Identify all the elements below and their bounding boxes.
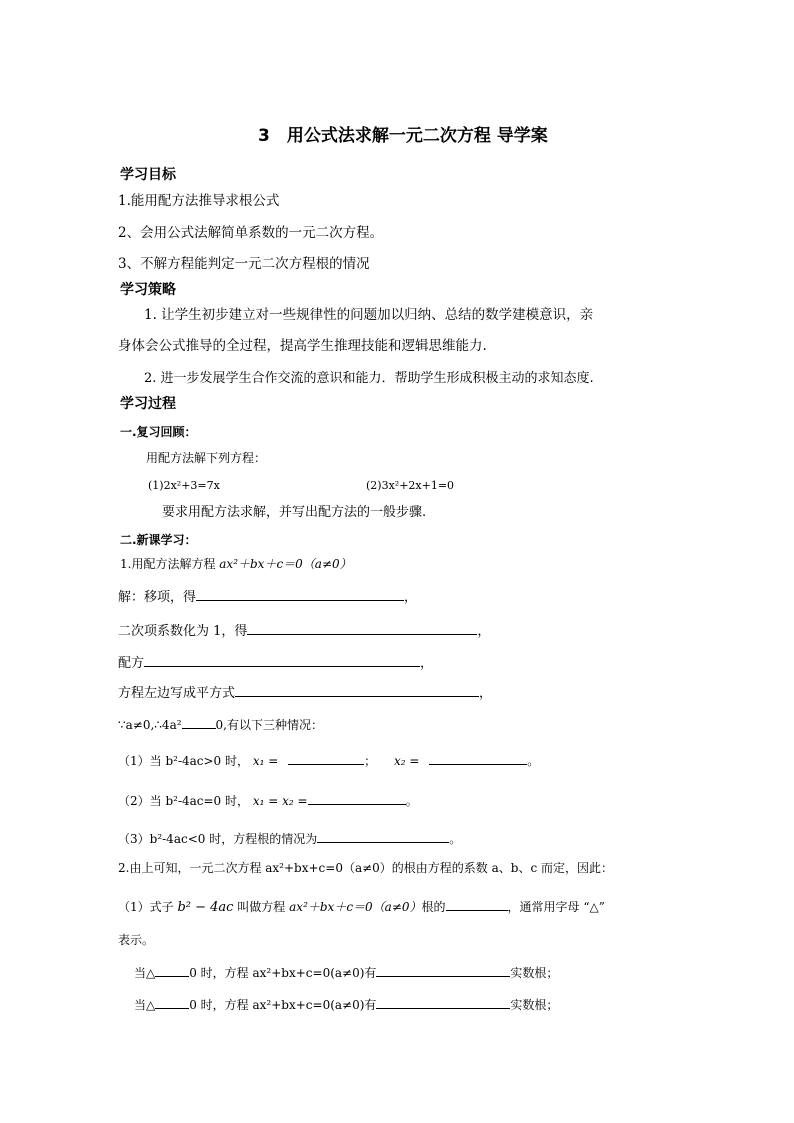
delta-row-2-prefix: 当△	[134, 998, 156, 1012]
goal-item: 1.能用配方法推导求根公式	[118, 193, 280, 209]
q2-1-expression: b² − 4ac	[177, 900, 234, 915]
case-3-blank[interactable]	[317, 830, 449, 843]
strategy-item: 1. 让学生初步建立对一些规律性的问题加以归纳、总结的数学建模意识，亲	[144, 307, 594, 323]
question-1-equation: ax²＋bx＋c＝0（a≠0）	[219, 557, 352, 571]
step-3-row	[118, 654, 433, 670]
case-1-x2-blank[interactable]	[429, 752, 527, 765]
q2-1-text: 叫做方程	[237, 900, 286, 914]
case-3-text: （3）b²-4ac<0 时，方程根的情况为	[118, 832, 318, 846]
review-equation-1: (1)2x²+3=7x	[148, 479, 220, 492]
delta-row-2-answer-blank[interactable]	[376, 996, 510, 1009]
delta-row-2	[134, 996, 558, 1011]
goal-item: 3、不解方程能判定一元二次方程根的情况	[118, 256, 370, 272]
case-2-x1-x2: x₁ = x₂ =	[252, 794, 308, 808]
case-1-x2: x₂ =	[393, 754, 420, 768]
review-equation-2: (2)3x²+2x+1=0	[366, 479, 455, 492]
case-2-row	[118, 792, 418, 807]
q2-1-text-delta: ，通常用字母 “△”	[507, 900, 605, 914]
step-2-blank[interactable]	[247, 622, 477, 635]
delta-row-1-sign-blank[interactable]	[155, 964, 189, 977]
q2-1-equation: ax²＋bx＋c＝0（a≠0）	[289, 900, 422, 914]
case-1-x1-blank[interactable]	[288, 752, 364, 765]
case-2-period: 。	[405, 794, 418, 808]
q2-1-row	[118, 898, 605, 914]
delta-row-2-text: 0 时，方程 ax²+bx+c=0(a≠0)有	[189, 998, 377, 1012]
case-1-semicolon: ；	[364, 754, 377, 768]
q2-1-prefix: （1）式子	[118, 900, 174, 914]
delta-row-1-prefix: 当△	[134, 966, 156, 980]
step-3-label: 配方	[118, 656, 145, 671]
delta-row-1-answer-blank[interactable]	[376, 964, 510, 977]
since-text-b: 0,有以下三种情况：	[215, 718, 323, 732]
review-heading: 一.复习回顾：	[120, 425, 197, 439]
delta-row-1	[134, 964, 558, 979]
step-4-row	[118, 684, 492, 700]
strategy-item: 2. 进一步发展学生合作交流的意识和能力．帮助学生形成积极主动的求知态度.	[144, 371, 594, 386]
case-1-period: 。	[527, 754, 540, 768]
step-2-label: 二次项系数化为 1，得	[118, 624, 248, 639]
case-1-x1: x₁ =	[252, 754, 279, 768]
goals-heading: 学习目标	[120, 167, 176, 183]
step-2-row	[118, 622, 490, 638]
step-1-row	[118, 588, 417, 604]
step-4-label: 方程左边写成平方式	[118, 686, 236, 701]
step-1-comma: ，	[404, 590, 418, 605]
step-1-blank[interactable]	[196, 588, 404, 601]
delta-row-2-suffix: 实数根；	[510, 998, 559, 1012]
delta-row-1-text: 0 时，方程 ax²+bx+c=0(a≠0)有	[189, 966, 377, 980]
case-1-condition: （1）当 b²-4ac>0 时，	[118, 754, 250, 768]
case-3-row	[118, 830, 461, 845]
step-2-comma: ，	[477, 624, 491, 639]
new-lesson-heading: 二.新课学习：	[120, 533, 197, 547]
step-4-comma: ，	[479, 686, 493, 701]
question-1	[120, 558, 352, 570]
q2-1-blank[interactable]	[446, 898, 508, 911]
question-2: 2.由上可知，一元二次方程 ax²+bx+c=0（a≠0）的根由方程的系数 a、b、c 而定，因此：	[118, 861, 613, 875]
since-row	[118, 716, 323, 731]
case-2-condition: （2）当 b²-4ac=0 时，	[118, 794, 250, 808]
review-intro: 用配方法解下列方程：	[146, 451, 267, 465]
review-task: 要求用配方法求解，并写出配方法的一般步骤.	[162, 505, 427, 520]
since-text-a: ∵a≠0,∴4a²	[118, 718, 182, 732]
step-1-label: 解：移项，得	[118, 590, 197, 605]
process-heading: 学习过程	[120, 396, 176, 412]
page-title: 3 用公式法求解一元二次方程 导学案	[258, 126, 548, 146]
case-2-blank[interactable]	[308, 792, 406, 805]
since-blank[interactable]	[182, 716, 216, 729]
strategy-heading: 学习策略	[120, 282, 176, 298]
step-3-comma: ，	[420, 656, 434, 671]
step-4-blank[interactable]	[235, 684, 479, 697]
strategy-item-continued: 身体会公式推导的全过程，提高学生推理技能和逻辑思维能力.	[118, 338, 487, 354]
step-3-blank[interactable]	[144, 654, 420, 667]
question-1-prefix: 1.用配方法解方程	[120, 557, 220, 571]
case-3-period: 。	[449, 832, 462, 846]
delta-row-1-suffix: 实数根；	[510, 966, 559, 980]
case-1-row	[118, 752, 539, 767]
q2-1-text-root: 根的	[421, 900, 446, 914]
q2-1-continuation: 表示。	[118, 933, 155, 947]
delta-row-2-sign-blank[interactable]	[155, 996, 189, 1009]
goal-item: 2、会用公式法解简单系数的一元二次方程。	[118, 225, 384, 241]
